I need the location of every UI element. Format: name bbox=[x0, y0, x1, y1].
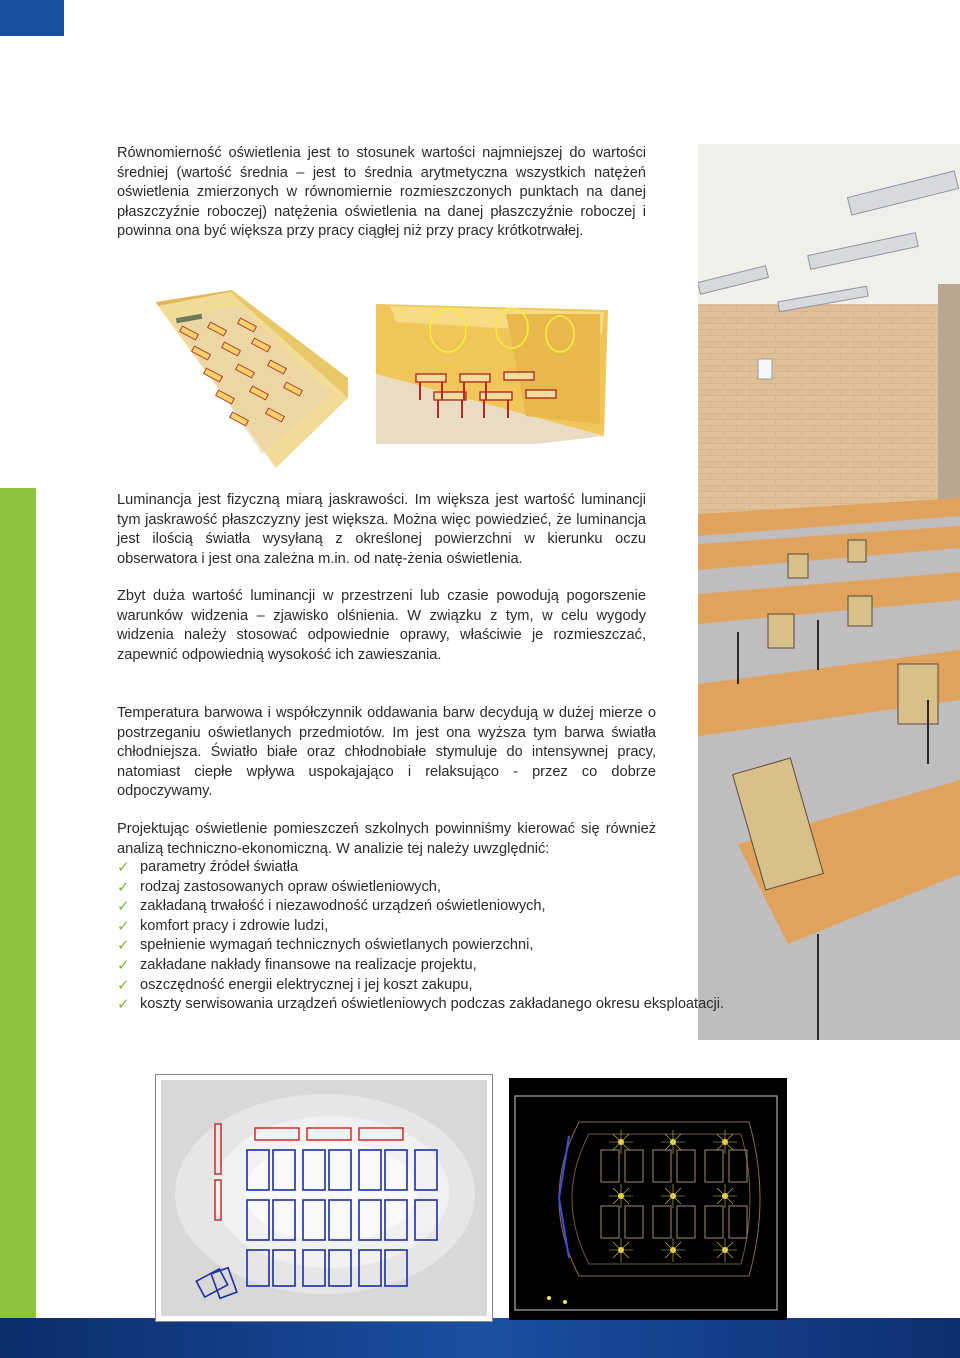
check-icon: ✓ bbox=[117, 878, 130, 896]
check-icon: ✓ bbox=[117, 898, 130, 916]
list-item: ✓ spełnienie wymagań technicznych oświetlanych powierzchni, bbox=[117, 937, 534, 955]
list-item: ✓ zakładaną trwałość i niezawodność urządzeń oświetleniowych, bbox=[117, 898, 546, 916]
paragraph-luminance: Luminancja jest fizyczną miarą jaskrawości. Im większa jest wartość luminancji tym jaskrawość płaszczyzny jest większa. Można więc powiedzieć, że luminancja jest ilością światła wysyłaną z określonej powierzchni w kierunku oczu obserwatora i jest ona zależna m.in. od natę-żenia oświetlenia. bbox=[117, 492, 646, 567]
list-item: ✓ koszty serwisowania urządzeń oświetleniowych podczas zakładanego okresu eksploatacji. bbox=[117, 996, 725, 1014]
bottom-brand-bar bbox=[0, 1318, 960, 1358]
check-icon: ✓ bbox=[117, 976, 130, 994]
paragraph-uniformity: Równomierność oświetlenia jest to stosunek wartości najmniejszej do wartości średniej (wartość średnia – jest to średnia arytmetyczna wszystkich natężeń oświetlenia zmierzonych w równomiernie rozmieszczonych punktach na danej płaszczyźnie roboczej) natężenia oświetlenia na danej płaszczyźnie roboczej i powinna ona być większa przy pracy ciągłej niż przy pracy krótkotrwałej. bbox=[117, 145, 646, 240]
list-item: ✓ oszczędność energii elektrycznej i jej koszt zakupu, bbox=[117, 976, 473, 994]
lighting-plan-isolines bbox=[155, 1074, 493, 1322]
list-item: ✓ zakładane nakłady finansowe na realizacje projektu, bbox=[117, 956, 477, 974]
side-accent-bar bbox=[0, 488, 36, 1318]
check-icon: ✓ bbox=[117, 937, 130, 955]
paragraph-luminance-glare: Zbyt duża wartość luminancji w przestrzeni lub czasie powodują pogorszenie warunków widzenia – zjawisko olśnienia. W związku z tym, w celu wygody widzenia należy stosować odpowiednie oprawy, właściwie je rozmieszczać, zapewnić odpowiednią wysokość ich zawieszania. bbox=[117, 588, 646, 663]
paragraph-color-temperature: Temperatura barwowa i współczynnik oddawania barw decydują w dużej mierze o postrzeganiu oświetlanych przedmiotów. Im jest ona wyższa tym barwa światła chłodniejsza. Światło białe oraz chłodnobiałe stymuluje do intensywnej pracy, natomiast ciepłe wpływa uspokajająco i relaksująco - przez co dobrze odpoczywamy. bbox=[117, 705, 656, 800]
classroom-3d-render-top bbox=[150, 290, 350, 470]
paragraph-design-analysis: Projektując oświetlenie pomieszczeń szkolnych powinniśmy kierować się również analizą techniczno-ekonomiczną. W analizie tej należy uwzględnić: bbox=[117, 821, 656, 857]
analysis-checklist bbox=[117, 858, 797, 1015]
check-icon: ✓ bbox=[117, 917, 130, 935]
check-icon: ✓ bbox=[117, 859, 130, 876]
list-item: ✓ rodzaj zastosowanych opraw oświetleniowych, bbox=[117, 878, 441, 896]
list-item: ✓ parametry źródeł światła bbox=[117, 859, 299, 876]
list-item: ✓ komfort pracy i zdrowie ludzi, bbox=[117, 917, 329, 935]
check-icon: ✓ bbox=[117, 956, 130, 974]
classroom-3d-render-perspective bbox=[376, 304, 608, 444]
check-icon: ✓ bbox=[117, 996, 130, 1014]
top-brand-bar bbox=[0, 0, 64, 36]
lighting-plan-dark bbox=[509, 1078, 787, 1320]
